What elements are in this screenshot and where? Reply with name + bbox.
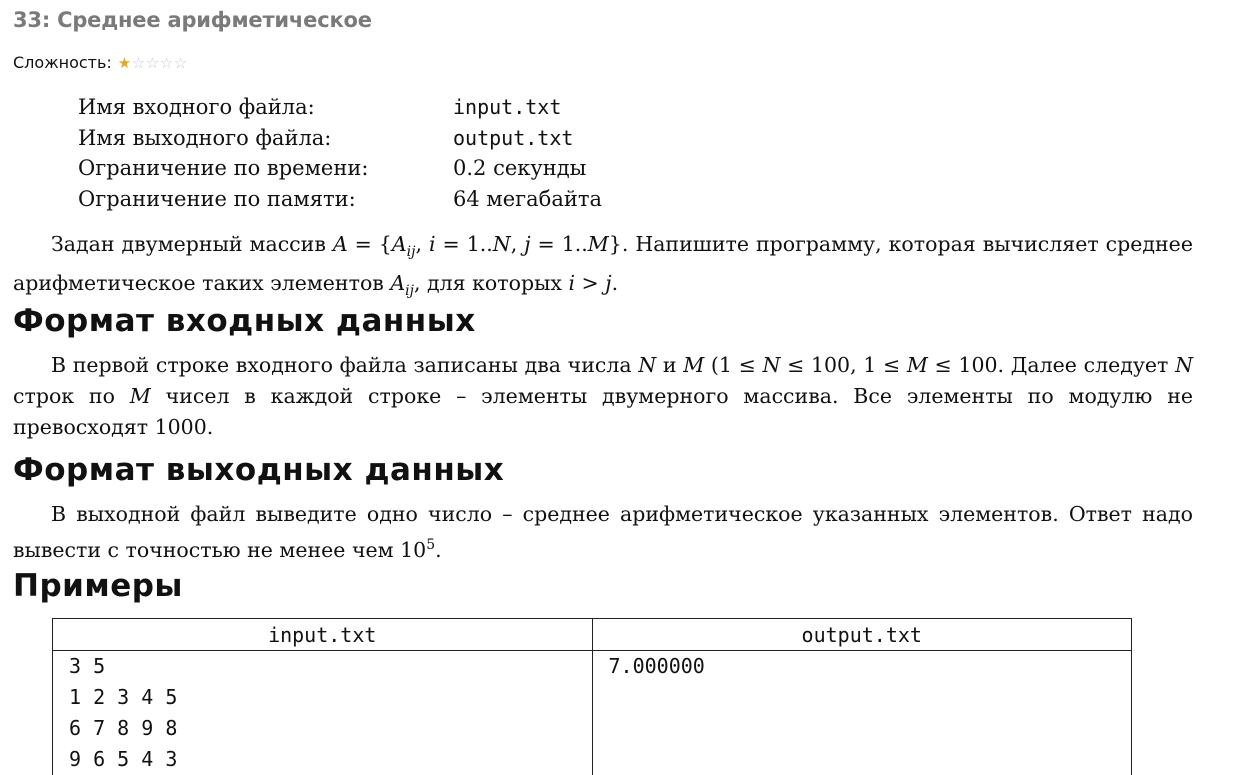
- format-text: .: [435, 538, 442, 562]
- meta-value: 0.2 секунды: [453, 153, 586, 184]
- math-var: N: [763, 353, 781, 377]
- star-filled-icon: ★: [118, 55, 134, 71]
- examples-header-row: [53, 619, 1132, 651]
- difficulty-stars: [118, 55, 188, 71]
- statement-text: Задан двумерный массив: [51, 232, 333, 256]
- math-var: M: [130, 384, 151, 408]
- example-input-line: 3 5: [69, 651, 592, 682]
- meta-row-input-file: [78, 92, 602, 123]
- exponent: 5: [426, 537, 435, 553]
- math-subscript: ij: [405, 283, 414, 299]
- meta-row-time-limit: [78, 153, 602, 184]
- examples-table: [52, 618, 1132, 775]
- output-format-heading: Формат выходных данных: [13, 452, 504, 488]
- meta-row-output-file: [78, 123, 602, 154]
- format-text: строк по: [13, 384, 130, 408]
- example-input-cell: [53, 651, 593, 775]
- meta-key: Имя выходного файла:: [78, 123, 453, 154]
- meta-value: output.txt: [453, 123, 573, 154]
- statement-text: ,: [511, 232, 525, 256]
- math-var: M: [683, 353, 704, 377]
- statement-text: , для которых: [414, 271, 568, 295]
- math-var: M: [907, 353, 928, 377]
- star-empty-icon: ☆: [160, 55, 176, 71]
- example-row: [53, 651, 1132, 775]
- format-text: чисел в каждой строке – элементы двумерного массива. Все элементы по модулю не превосходят 1000.: [13, 384, 1193, 439]
- math-var: j: [524, 232, 530, 256]
- format-text: ≤ 100. Далее следует: [928, 353, 1175, 377]
- problem-title: 33: Среднее арифметическое: [13, 8, 372, 32]
- input-format-heading: Формат входных данных: [13, 303, 476, 339]
- difficulty: [13, 53, 188, 72]
- format-text: В первой строке входного файла записаны два числа: [51, 353, 638, 377]
- statement-text: ,: [416, 232, 430, 256]
- math-var: j: [605, 271, 611, 295]
- statement-text: }. Напишите программу, которая вычисляет среднее арифметическое таких элементов: [13, 232, 1193, 295]
- math-var: i: [429, 232, 436, 256]
- meta-key: Ограничение по памяти:: [78, 184, 453, 215]
- statement-text: = {: [348, 232, 392, 256]
- meta-value: 64 мегабайта: [453, 184, 602, 215]
- math-subscript: ij: [407, 244, 416, 260]
- meta-value: input.txt: [453, 92, 561, 123]
- math-var: N: [1175, 353, 1193, 377]
- format-text: (1 ≤: [704, 353, 762, 377]
- examples-heading: Примеры: [13, 568, 183, 604]
- math-var: M: [588, 232, 609, 256]
- format-text: В выходной файл выведите одно число – среднее арифметическое указанных элементов. Ответ надо вывести с точностью не менее чем 10: [13, 502, 1193, 562]
- star-empty-icon: ☆: [146, 55, 162, 71]
- meta-key: Ограничение по времени:: [78, 153, 453, 184]
- meta-key: Имя входного файла:: [78, 92, 453, 123]
- problem-statement: [13, 229, 1193, 307]
- example-input-line: 6 7 8 9 8: [69, 713, 592, 744]
- statement-text: = 1..: [436, 232, 493, 256]
- examples-header-output: output.txt: [592, 619, 1132, 651]
- output-format-text: [13, 499, 1193, 566]
- limits-block: [78, 92, 602, 214]
- difficulty-label: Сложность:: [13, 53, 112, 72]
- format-text: и: [656, 353, 683, 377]
- format-text: ≤ 100, 1 ≤: [780, 353, 906, 377]
- example-input-line: 1 2 3 4 5: [69, 682, 592, 713]
- math-var: A: [392, 232, 407, 256]
- example-output-line: 7.000000: [609, 651, 1132, 682]
- statement-text: >: [575, 271, 605, 295]
- examples-header-input: input.txt: [53, 619, 593, 651]
- example-output-cell: [592, 651, 1132, 775]
- math-var: N: [493, 232, 511, 256]
- math-var: N: [638, 353, 656, 377]
- meta-row-memory-limit: [78, 184, 602, 215]
- example-input-line: 9 6 5 4 3: [69, 744, 592, 775]
- statement-text: = 1..: [531, 232, 588, 256]
- math-var: i: [568, 271, 575, 295]
- statement-text: .: [612, 271, 619, 295]
- math-var: A: [390, 271, 405, 295]
- math-var: A: [333, 232, 348, 256]
- star-empty-icon: ☆: [132, 55, 148, 71]
- star-empty-icon: ☆: [174, 55, 190, 71]
- input-format-text: [13, 350, 1193, 443]
